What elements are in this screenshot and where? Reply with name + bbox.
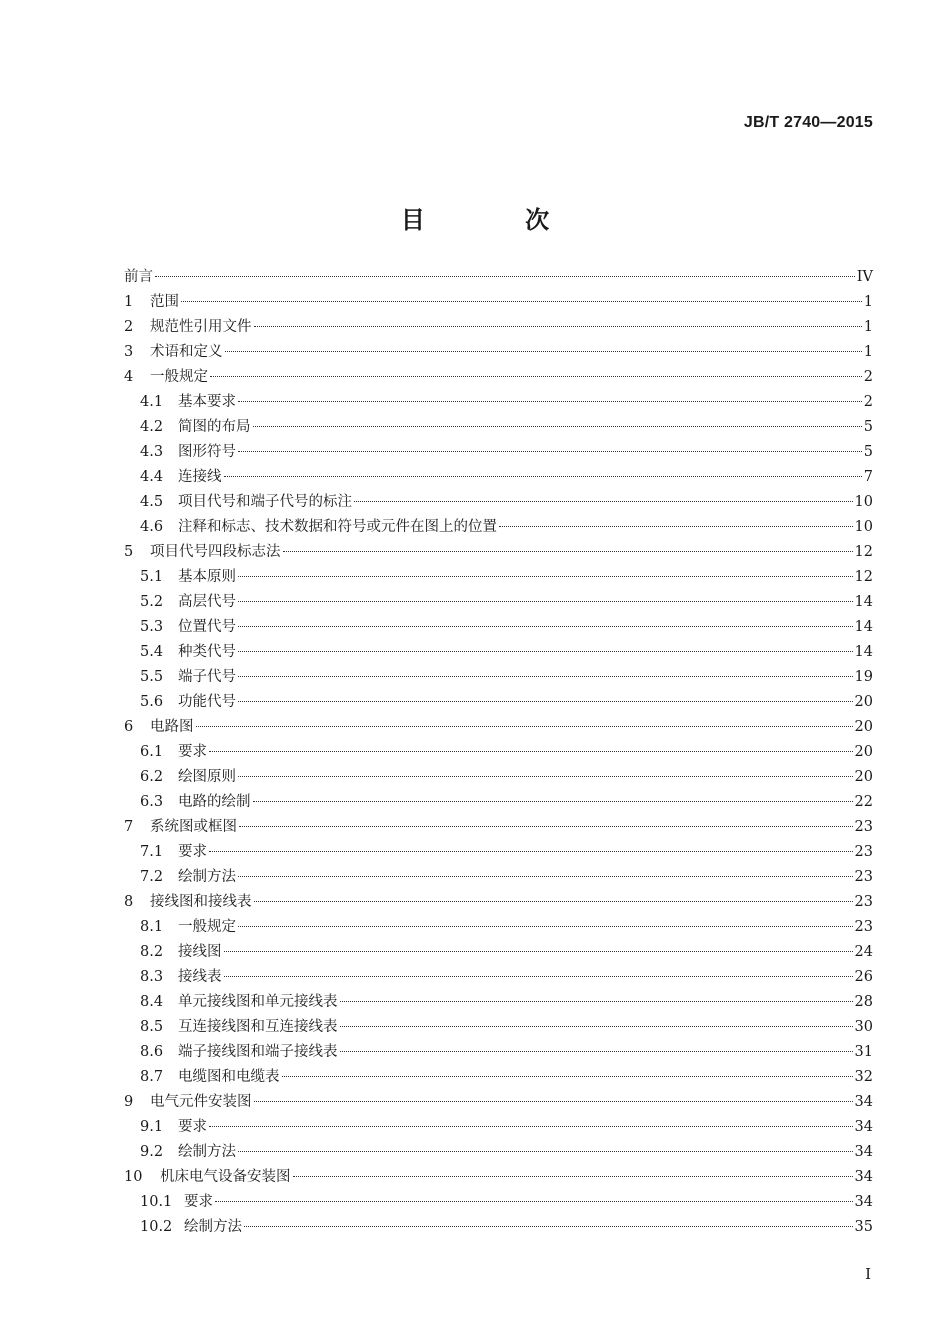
- toc-entry-page: 24: [854, 944, 873, 960]
- toc-entry-page: 2: [863, 369, 873, 385]
- toc-entry-label: 绘图原则: [178, 769, 236, 785]
- toc-dot-leader: [254, 901, 853, 902]
- toc-entry-number: 8.2: [140, 944, 164, 960]
- toc-entry-page: 2: [863, 394, 873, 410]
- toc-dot-leader: [209, 1126, 853, 1127]
- toc-entry-label: 术语和定义: [150, 344, 223, 360]
- toc-dot-leader: [340, 1001, 853, 1002]
- toc-entry-label: 绘制方法: [184, 1219, 242, 1235]
- toc-entry-number: 8.7: [140, 1069, 164, 1085]
- toc-dot-leader: [238, 626, 853, 627]
- toc-entry-page: 23: [854, 869, 873, 885]
- toc-dot-leader: [210, 376, 862, 377]
- toc-entry-number: 4.3: [140, 444, 164, 460]
- toc-entry-label: 要求: [178, 744, 207, 760]
- toc-dot-leader: [253, 426, 862, 427]
- toc-entry[interactable]: [124, 440, 873, 465]
- toc-entry-number: 8.3: [140, 969, 164, 985]
- toc-dot-leader: [225, 351, 862, 352]
- toc-entry[interactable]: [124, 1015, 873, 1040]
- toc-dot-leader: [238, 876, 853, 877]
- toc-entry-number: 8: [124, 894, 134, 910]
- toc-entry[interactable]: [124, 465, 873, 490]
- toc-entry[interactable]: [124, 565, 873, 590]
- toc-entry-number: 10.1: [140, 1194, 173, 1210]
- toc-entry-number: 7: [124, 819, 134, 835]
- toc-entry-label: 前言: [124, 269, 153, 285]
- toc-entry-number: 5: [124, 544, 134, 560]
- toc-entry-label: 要求: [178, 844, 207, 860]
- toc-entry-number: 8.6: [140, 1044, 164, 1060]
- toc-entry-number: 10.2: [140, 1219, 173, 1235]
- toc-entry-label: 一般规定: [150, 369, 208, 385]
- toc-entry-label: 端子接线图和端子接线表: [178, 1044, 338, 1060]
- toc-entry[interactable]: [124, 740, 873, 765]
- toc-entry-label: 系统图或框图: [150, 819, 237, 835]
- toc-entry[interactable]: [124, 1090, 873, 1115]
- toc-entry[interactable]: [124, 365, 873, 390]
- toc-entry-label: 项目代号四段标志法: [150, 544, 281, 560]
- toc-entry-page: 23: [854, 819, 873, 835]
- toc-entry[interactable]: [124, 715, 873, 740]
- toc-dot-leader: [340, 1026, 853, 1027]
- toc-entry[interactable]: [124, 865, 873, 890]
- toc-dot-leader: [499, 526, 853, 527]
- toc-entry[interactable]: [124, 815, 873, 840]
- toc-entry-page: 1: [863, 344, 873, 360]
- toc-entry-page: 7: [863, 469, 873, 485]
- toc-dot-leader: [238, 701, 853, 702]
- toc-entry-page: 23: [854, 844, 873, 860]
- toc-entry-number: 8.5: [140, 1019, 164, 1035]
- toc-entry-number: 4.6: [140, 519, 164, 535]
- toc-entry-number: 5.5: [140, 669, 164, 685]
- toc-entry-label: 功能代号: [178, 694, 236, 710]
- toc-entry-label: 机床电气设备安装图: [160, 1169, 291, 1185]
- toc-dot-leader: [238, 451, 862, 452]
- toc-entry[interactable]: [124, 1140, 873, 1165]
- toc-entry-label: 基本要求: [178, 394, 236, 410]
- toc-entry[interactable]: [124, 840, 873, 865]
- toc-entry-number: 9.1: [140, 1119, 164, 1135]
- toc-dot-leader: [215, 1201, 853, 1202]
- toc-entry-number: 5.4: [140, 644, 164, 660]
- toc-entry[interactable]: [124, 315, 873, 340]
- toc-dot-leader: [283, 551, 853, 552]
- toc-entry-number: 5.6: [140, 694, 164, 710]
- toc-entry-label: 电路图: [150, 719, 194, 735]
- toc-entry[interactable]: [124, 490, 873, 515]
- toc-entry[interactable]: [124, 1190, 873, 1215]
- toc-entry-number: 7.2: [140, 869, 164, 885]
- toc-dot-leader: [254, 326, 862, 327]
- toc-entry-number: 8.4: [140, 994, 164, 1010]
- page-title: 目 次: [400, 206, 596, 234]
- toc-entry-page: 34: [854, 1094, 873, 1110]
- toc-entry-label: 接线图和接线表: [150, 894, 252, 910]
- toc-dot-leader: [181, 301, 862, 302]
- toc-entry-page: 19: [854, 669, 873, 685]
- toc-entry-number: 10: [124, 1169, 143, 1185]
- toc-entry-label: 基本原则: [178, 569, 236, 585]
- toc-entry-page: 1: [863, 294, 873, 310]
- toc-entry-page: 20: [854, 769, 873, 785]
- toc-entry-label: 电路的绘制: [178, 794, 251, 810]
- toc-entry-number: 1: [124, 294, 134, 310]
- toc-dot-leader: [238, 676, 853, 677]
- toc-dot-leader: [224, 951, 853, 952]
- toc-entry[interactable]: [124, 690, 873, 715]
- toc-entry-number: 4.4: [140, 469, 164, 485]
- toc-entry-label: 注释和标志、技术数据和符号或元件在图上的位置: [178, 519, 497, 535]
- toc-entry-label: 电缆图和电缆表: [178, 1069, 280, 1085]
- toc-entry-number: 5.1: [140, 569, 164, 585]
- toc-entry[interactable]: [124, 540, 873, 565]
- toc-entry-number: 5.3: [140, 619, 164, 635]
- toc-entry-number: 5.2: [140, 594, 164, 610]
- toc-entry-page: 31: [854, 1044, 873, 1060]
- toc-entry[interactable]: [124, 990, 873, 1015]
- toc-entry-page: 23: [854, 919, 873, 935]
- toc-entry-label: 绘制方法: [178, 869, 236, 885]
- toc-entry-page: 34: [854, 1194, 873, 1210]
- toc-entry-label: 电气元件安装图: [150, 1094, 252, 1110]
- toc-dot-leader: [209, 851, 853, 852]
- toc-entry-page: 35: [854, 1219, 873, 1235]
- toc-entry[interactable]: [124, 290, 873, 315]
- toc-entry-label: 接线图: [178, 944, 222, 960]
- toc-entry[interactable]: [124, 265, 873, 290]
- toc-entry-page: 30: [854, 1019, 873, 1035]
- toc-entry-page: 20: [854, 694, 873, 710]
- toc-entry[interactable]: [124, 615, 873, 640]
- toc-entry-page: 28: [854, 994, 873, 1010]
- toc-entry-number: 2: [124, 319, 134, 335]
- toc-entry-page: 22: [854, 794, 873, 810]
- toc-entry-label: 绘制方法: [178, 1144, 236, 1160]
- toc-dot-leader: [238, 926, 853, 927]
- toc-entry-page: 34: [854, 1169, 873, 1185]
- toc-entry-number: 9: [124, 1094, 134, 1110]
- toc-entry-label: 规范性引用文件: [150, 319, 252, 335]
- toc-entry-page: 10: [854, 519, 873, 535]
- toc-entry-page: 32: [854, 1069, 873, 1085]
- toc-dot-leader: [196, 726, 853, 727]
- standard-code: JB/T 2740—2015: [743, 114, 873, 131]
- toc-dot-leader: [282, 1076, 853, 1077]
- toc-entry-label: 接线表: [178, 969, 222, 985]
- toc-entry[interactable]: [124, 590, 873, 615]
- toc-entry-page: 12: [854, 569, 873, 585]
- toc-dot-leader: [238, 776, 853, 777]
- toc-entry[interactable]: [124, 940, 873, 965]
- toc-dot-leader: [238, 1151, 853, 1152]
- toc-entry-number: 6: [124, 719, 134, 735]
- toc-entry-page: 34: [854, 1144, 873, 1160]
- toc-entry-label: 互连接线图和互连接线表: [178, 1019, 338, 1035]
- toc-dot-leader: [224, 476, 862, 477]
- toc-entry-label: 项目代号和端子代号的标注: [178, 494, 352, 510]
- toc-entry-label: 一般规定: [178, 919, 236, 935]
- toc-dot-leader: [239, 826, 853, 827]
- toc-dot-leader: [238, 401, 862, 402]
- toc-entry-page: 5: [863, 419, 873, 435]
- toc-entry-number: 6.3: [140, 794, 164, 810]
- toc-entry[interactable]: [124, 1040, 873, 1065]
- toc-entry-number: 4.2: [140, 419, 164, 435]
- toc-entry[interactable]: [124, 415, 873, 440]
- toc-entry[interactable]: [124, 1115, 873, 1140]
- toc-entry-number: 6.2: [140, 769, 164, 785]
- toc-entry-label: 要求: [184, 1194, 213, 1210]
- toc-entry-page: 14: [854, 594, 873, 610]
- toc-entry-label: 种类代号: [178, 644, 236, 660]
- toc-entry-label: 简图的布局: [178, 419, 251, 435]
- toc-entry-number: 4.1: [140, 394, 164, 410]
- toc-entry-page: 5: [863, 444, 873, 460]
- toc-dot-leader: [340, 1051, 853, 1052]
- toc-dot-leader: [209, 751, 853, 752]
- toc-entry[interactable]: [124, 340, 873, 365]
- toc-entry[interactable]: [124, 790, 873, 815]
- toc-entry-page: 12: [854, 544, 873, 560]
- toc-entry[interactable]: [124, 965, 873, 990]
- toc-entry[interactable]: [124, 1165, 873, 1190]
- toc-entry[interactable]: [124, 665, 873, 690]
- toc-entry[interactable]: [124, 515, 873, 540]
- page-number: I: [865, 1265, 871, 1283]
- toc-entry-page: 10: [854, 494, 873, 510]
- toc-entry-number: 8.1: [140, 919, 164, 935]
- toc-entry-label: 单元接线图和单元接线表: [178, 994, 338, 1010]
- toc-dot-leader: [238, 601, 853, 602]
- toc-dot-leader: [354, 501, 853, 502]
- toc-entry-label: 端子代号: [178, 669, 236, 685]
- toc-entry[interactable]: [124, 890, 873, 915]
- table-of-contents: [124, 265, 873, 1240]
- toc-dot-leader: [224, 976, 853, 977]
- toc-entry-label: 位置代号: [178, 619, 236, 635]
- toc-entry-page: 20: [854, 719, 873, 735]
- toc-entry-page: 23: [854, 894, 873, 910]
- toc-dot-leader: [253, 801, 853, 802]
- toc-entry[interactable]: [124, 1215, 873, 1240]
- toc-entry-number: 4.5: [140, 494, 164, 510]
- toc-entry-label: 图形符号: [178, 444, 236, 460]
- toc-entry-number: 3: [124, 344, 134, 360]
- toc-entry[interactable]: [124, 765, 873, 790]
- toc-entry-page: 14: [854, 619, 873, 635]
- toc-entry-label: 要求: [178, 1119, 207, 1135]
- toc-dot-leader: [293, 1176, 853, 1177]
- toc-entry[interactable]: [124, 1065, 873, 1090]
- toc-entry-page: 34: [854, 1119, 873, 1135]
- toc-dot-leader: [155, 276, 855, 277]
- toc-entry[interactable]: [124, 390, 873, 415]
- toc-entry-page: 1: [863, 319, 873, 335]
- toc-entry-page: IV: [856, 269, 873, 285]
- toc-dot-leader: [254, 1101, 853, 1102]
- toc-entry-number: 9.2: [140, 1144, 164, 1160]
- toc-dot-leader: [238, 576, 853, 577]
- toc-entry-label: 连接线: [178, 469, 222, 485]
- toc-entry[interactable]: [124, 915, 873, 940]
- toc-entry-label: 范围: [150, 294, 179, 310]
- toc-entry-page: 14: [854, 644, 873, 660]
- toc-entry-number: 4: [124, 369, 134, 385]
- toc-dot-leader: [238, 651, 853, 652]
- toc-entry-number: 6.1: [140, 744, 164, 760]
- toc-entry-page: 26: [854, 969, 873, 985]
- toc-entry-page: 20: [854, 744, 873, 760]
- toc-dot-leader: [244, 1226, 853, 1227]
- toc-entry-number: 7.1: [140, 844, 164, 860]
- toc-entry[interactable]: [124, 640, 873, 665]
- toc-entry-label: 高层代号: [178, 594, 236, 610]
